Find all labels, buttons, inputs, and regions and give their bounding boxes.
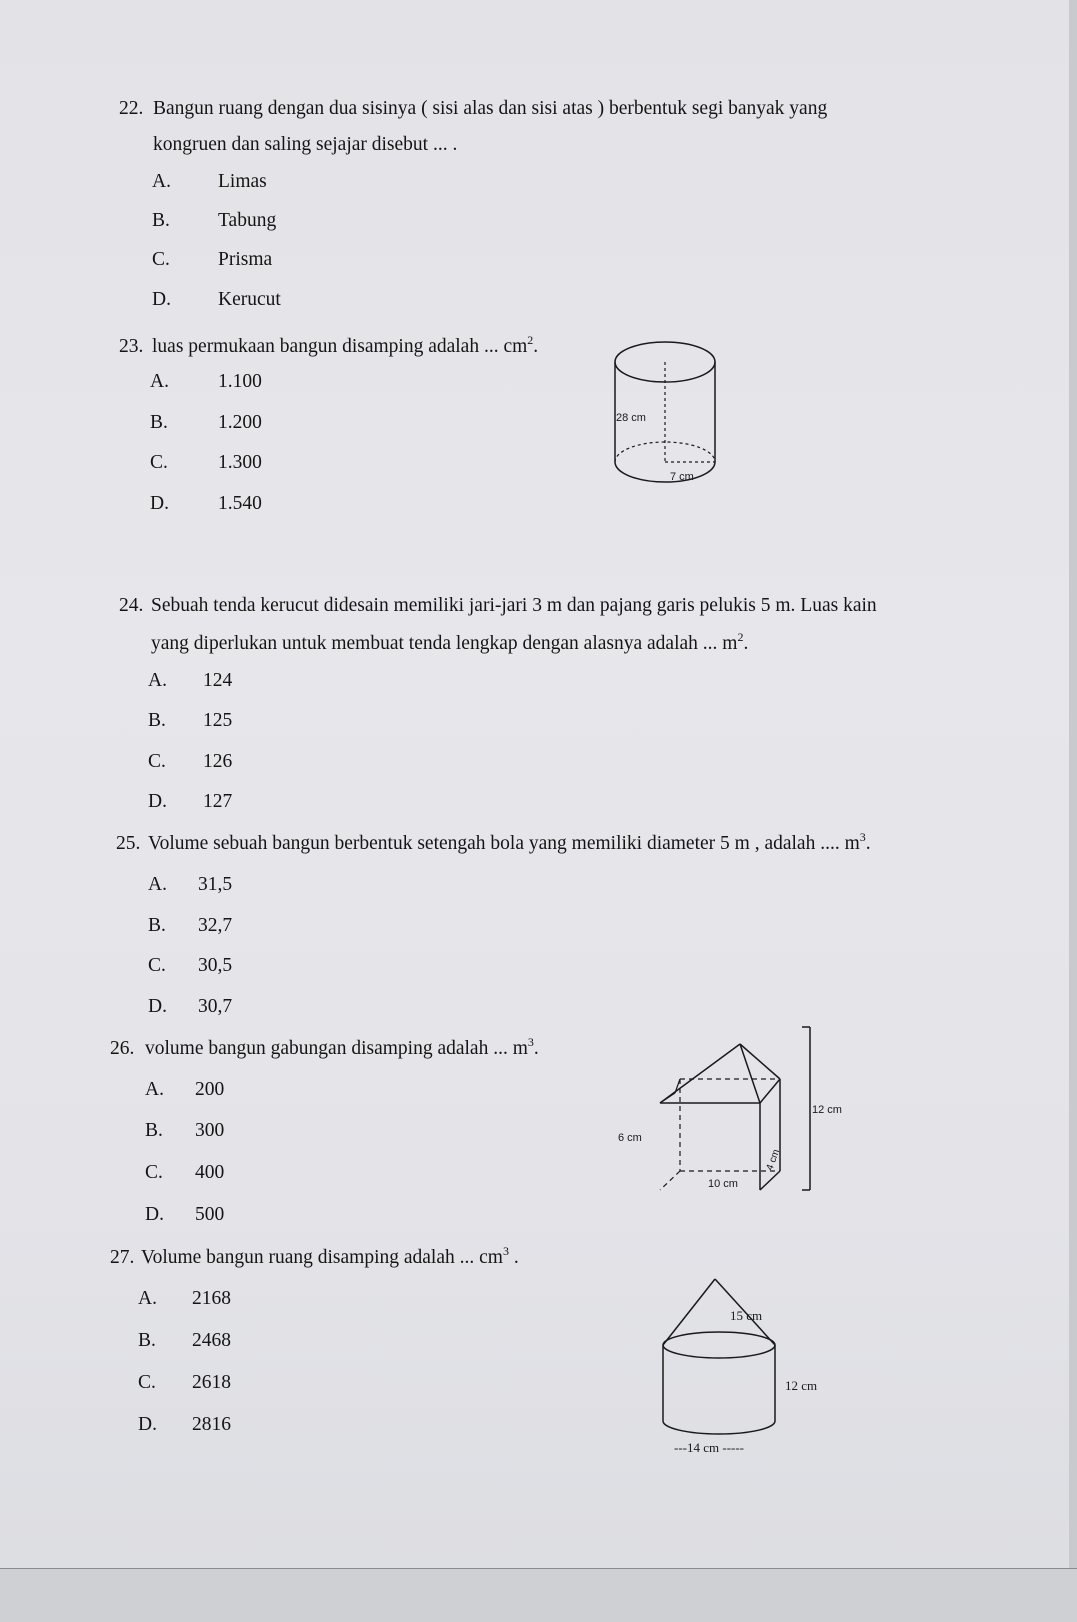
option-value: 31,5 [198, 874, 233, 895]
total-height-label: 12 cm [812, 1104, 842, 1116]
cylinder-bottom [663, 1421, 775, 1434]
roof-left-slope [660, 1044, 740, 1103]
option-letter: C. [150, 452, 168, 473]
option-letter: A. [138, 1288, 157, 1309]
option-value: 30,7 [198, 996, 233, 1017]
question-text: luas permukaan bangun disamping adalah ... $cm^2$. [152, 333, 539, 357]
slant-label: 15 cm [730, 1308, 763, 1323]
option-letter: B. [148, 710, 166, 731]
question-text: Sebuah tenda kerucut didesain memiliki jari-jari 3 m dan pajang garis pelukis 5 m. Luas kain [151, 595, 877, 616]
option-value: 32,7 [198, 915, 233, 936]
option-value: 200 [195, 1079, 225, 1100]
diameter-label: ---14 cm ----- [674, 1440, 745, 1455]
question-number: 25. [116, 833, 141, 854]
option-letter: B. [145, 1120, 163, 1141]
paper-edge [1069, 0, 1077, 1622]
option-letter: C. [145, 1162, 163, 1183]
roof-right-edge [760, 1079, 780, 1103]
question-text: kongruen dan saling sejajar disebut ... . [153, 134, 458, 155]
question-number: 22. [119, 98, 144, 119]
question-text: Volume sebuah bangun berbentuk setengah bola yang memiliki diameter 5 m , adalah .... $m^3$. [148, 830, 871, 854]
option-value: 127 [203, 791, 233, 812]
width-label: 4 cm [764, 1147, 783, 1173]
option-value: Limas [218, 171, 267, 192]
option-letter: A. [152, 171, 171, 192]
option-value: 126 [203, 751, 233, 772]
question-text: Bangun ruang dengan dua sisinya ( sisi alas dan sisi atas ) berbentuk segi banyak yang [153, 98, 828, 119]
cuboid-bottom-right [760, 1171, 780, 1190]
option-letter: A. [150, 371, 169, 392]
option-letter: B. [150, 412, 168, 433]
cylinder-figure [600, 338, 720, 498]
option-letter: D. [148, 996, 167, 1017]
question-text: Volume bangun ruang disamping adalah ... $cm^3$ . [141, 1244, 519, 1268]
option-letter: B. [138, 1330, 156, 1351]
option-value: 300 [195, 1120, 225, 1141]
option-letter: C. [148, 955, 166, 976]
option-value: 2168 [192, 1288, 231, 1309]
option-value: 2618 [192, 1372, 231, 1393]
option-letter: C. [152, 249, 170, 270]
cone-base-ellipse [663, 1332, 775, 1358]
option-value: 2816 [192, 1414, 231, 1435]
option-value: 1.100 [218, 371, 262, 392]
option-value: 1.540 [218, 493, 262, 514]
option-letter: D. [152, 289, 171, 310]
option-value: 500 [195, 1204, 225, 1225]
option-value: 30,5 [198, 955, 233, 976]
back-depth-edge [660, 1171, 680, 1190]
option-value: 125 [203, 710, 233, 731]
option-value: 1.300 [218, 452, 262, 473]
option-value: Kerucut [218, 289, 281, 310]
height-label: 28 cm [616, 412, 646, 424]
question-number: 27. [110, 1247, 135, 1268]
prism-height-label: 6 cm [618, 1132, 642, 1144]
question-text: volume bangun gabungan disamping adalah ... $m^3$. [145, 1035, 539, 1059]
option-letter: D. [138, 1414, 157, 1435]
option-letter: D. [145, 1204, 164, 1225]
cone-left-slant [663, 1279, 715, 1345]
option-letter: D. [148, 791, 167, 812]
cylinder-bottom-front [615, 462, 715, 482]
option-value: 2468 [192, 1330, 231, 1351]
option-value: Tabung [218, 210, 277, 231]
question-text: yang diperlukan untuk membuat tenda lengkap dengan alasnya adalah ... $m^2$. [151, 630, 749, 654]
question-number: 26. [110, 1038, 135, 1059]
option-letter: A. [145, 1079, 164, 1100]
table-surface [0, 1568, 1077, 1622]
height-label: 12 cm [785, 1378, 818, 1393]
option-letter: A. [148, 670, 167, 691]
length-label: 10 cm [708, 1178, 738, 1190]
option-letter: C. [148, 751, 166, 772]
cone-cylinder-figure [660, 1275, 860, 1455]
option-letter: B. [148, 915, 166, 936]
option-value: 124 [203, 670, 233, 691]
option-value: 400 [195, 1162, 225, 1183]
option-letter: A. [148, 874, 167, 895]
question-number: 23. [119, 336, 144, 357]
prism-cuboid-figure [618, 1035, 870, 1195]
option-value: Prisma [218, 249, 273, 270]
option-letter: C. [138, 1372, 156, 1393]
radius-label: 7 cm [670, 471, 694, 483]
option-value: 1.200 [218, 412, 262, 433]
option-letter: D. [150, 493, 169, 514]
option-letter: B. [152, 210, 170, 231]
question-number: 24. [119, 595, 144, 616]
